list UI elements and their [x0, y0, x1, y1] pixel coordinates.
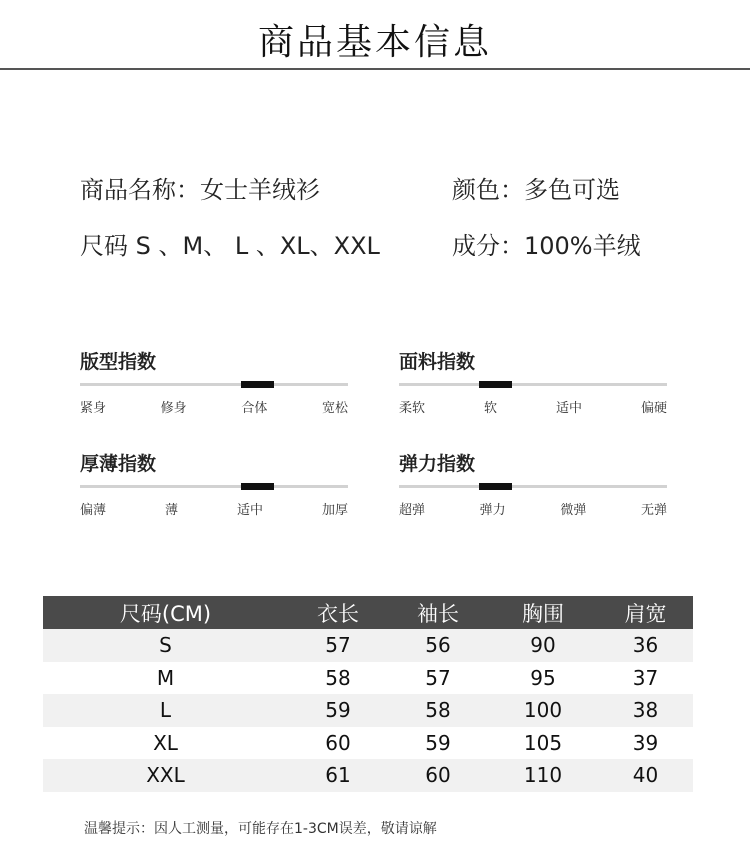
measurement-note: 温馨提示：因人工测量，可能存在1-3CM误差，敬请谅解 [84, 821, 437, 837]
scale-label: 弹力 [479, 503, 506, 518]
scale-label: 适中 [555, 401, 582, 416]
size-table [43, 596, 693, 792]
elasticity-index-scale [399, 449, 667, 518]
table-cell: 60 [288, 727, 388, 760]
table-cell: 57 [288, 629, 388, 662]
column-header: 衣长 [288, 596, 388, 629]
table-cell: M [43, 662, 288, 695]
scale-label: 超弹 [399, 503, 426, 518]
table-cell: 36 [598, 629, 693, 662]
column-header: 肩宽 [598, 596, 693, 629]
table-cell: 38 [598, 694, 693, 727]
table-row [43, 629, 693, 662]
product-name: 商品名称：女士羊绒衫 [80, 176, 320, 204]
product-color: 颜色：多色可选 [452, 176, 620, 204]
table-cell: 100 [488, 694, 598, 727]
fit-index-scale [80, 347, 348, 416]
table-cell: 57 [388, 662, 488, 695]
scale-label: 宽松 [321, 401, 348, 416]
table-cell: 39 [598, 727, 693, 760]
table-row [43, 759, 693, 792]
table-row [43, 662, 693, 695]
scale-marker [241, 381, 274, 388]
scale-label: 无弹 [640, 503, 667, 518]
scale-label: 微弹 [560, 503, 587, 518]
scale-marker [479, 483, 512, 490]
scale-labels [399, 397, 667, 416]
scale-label: 修身 [160, 401, 187, 416]
scale-marker [241, 483, 274, 490]
title-divider [0, 68, 750, 70]
table-cell: 40 [598, 759, 693, 792]
scale-label: 偏硬 [640, 401, 667, 416]
column-header: 袖长 [388, 596, 488, 629]
scale-label: 合体 [241, 401, 268, 416]
scale-labels [399, 499, 667, 518]
scale-title: 弹力指数 [399, 453, 476, 475]
table-cell: 37 [598, 662, 693, 695]
scale-label: 加厚 [321, 503, 348, 518]
table-cell: 110 [488, 759, 598, 792]
page-title: 商品基本信息 [257, 22, 492, 63]
scale-track [80, 485, 348, 488]
table-cell: 59 [288, 694, 388, 727]
table-header-row [43, 596, 693, 629]
table-cell: 105 [488, 727, 598, 760]
scale-label: 紧身 [80, 401, 107, 416]
column-header: 胸围 [488, 596, 598, 629]
scale-labels [80, 397, 348, 416]
scale-label: 偏薄 [80, 503, 107, 518]
table-cell: 95 [488, 662, 598, 695]
scale-marker [479, 381, 512, 388]
scale-title: 面料指数 [399, 351, 476, 373]
scale-labels [80, 499, 348, 518]
scale-title: 版型指数 [80, 351, 157, 373]
product-sizes: 尺码 S 、M、 L 、XL、XXL [80, 232, 380, 260]
column-header: 尺码(CM) [43, 596, 288, 629]
scale-track [399, 485, 667, 488]
table-cell: 59 [388, 727, 488, 760]
table-cell: L [43, 694, 288, 727]
product-material: 成分：100%羊绒 [452, 232, 641, 260]
scale-track [399, 383, 667, 386]
thickness-index-scale [80, 449, 348, 518]
scale-label: 柔软 [399, 401, 426, 416]
table-row [43, 694, 693, 727]
table-cell: 58 [388, 694, 488, 727]
table-cell: 90 [488, 629, 598, 662]
table-cell: 56 [388, 629, 488, 662]
table-cell: XL [43, 727, 288, 760]
table-cell: 61 [288, 759, 388, 792]
scale-label: 软 [483, 401, 497, 416]
table-cell: 58 [288, 662, 388, 695]
scale-label: 适中 [236, 503, 263, 518]
scale-title: 厚薄指数 [80, 453, 157, 475]
table-cell: S [43, 629, 288, 662]
table-row [43, 727, 693, 760]
table-cell: XXL [43, 759, 288, 792]
fabric-index-scale [399, 347, 667, 416]
scale-track [80, 383, 348, 386]
scale-label: 薄 [164, 503, 178, 518]
table-cell: 60 [388, 759, 488, 792]
